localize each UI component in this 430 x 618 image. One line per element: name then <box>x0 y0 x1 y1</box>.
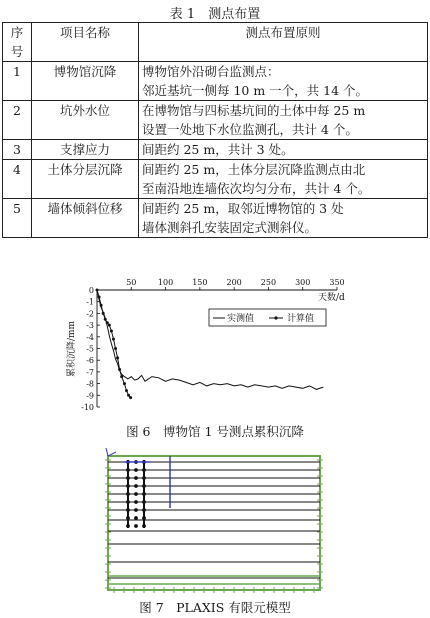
principle-line: 设置一处地下水位监测孔，共计 4 个。 <box>142 122 358 137</box>
row-item: 墙体倾斜位移 <box>32 199 139 238</box>
principle-line: 邻近基坑一侧每 10 m 一个，共 14 个。 <box>142 83 369 98</box>
row-no: 2 <box>3 101 32 140</box>
principle-line: 间距约 25 m，取邻近博物馆的 3 处 <box>142 201 344 216</box>
row-item: 土体分层沉降 <box>32 160 139 199</box>
strut-node <box>142 492 146 496</box>
legend-label-measured: 实测值 <box>227 314 255 324</box>
y-tick-label: -2 <box>86 309 94 319</box>
figure7-caption: 图 7 PLAXIS 有限元模型 <box>139 600 291 615</box>
strut-node <box>134 468 138 472</box>
legend-label-computed: 计算值 <box>287 314 315 324</box>
row-item: 博物馆沉降 <box>32 62 139 101</box>
strut-node <box>126 484 130 488</box>
strut-node <box>134 484 138 488</box>
y-tick-label: -8 <box>86 379 94 389</box>
strut-node <box>142 508 146 512</box>
x-tick-label: 150 <box>192 278 208 287</box>
principle-line: 间距约 25 m，土体分层沉降监测点由北 <box>142 162 366 177</box>
y-tick-label: 0 <box>88 286 94 295</box>
principle-line: 博物馆外沿砌台监测点： <box>142 64 280 79</box>
strut-node <box>142 524 146 528</box>
strut-node <box>134 500 138 504</box>
x-axis-label: 天数/d <box>318 293 345 303</box>
principle-line: 至南沿地连墙依次均匀分布，共计 4 个。 <box>142 181 371 196</box>
principle-line: 在博物馆与四标基坑间的土体中每 25 m <box>142 103 366 118</box>
strut-node <box>134 476 138 480</box>
strut-node <box>126 492 130 496</box>
y-tick-label: -1 <box>86 297 94 307</box>
x-tick-label: 100 <box>157 278 174 287</box>
x-tick-label: 250 <box>260 278 277 287</box>
x-tick-label: 300 <box>295 278 311 287</box>
model-corner-mark <box>106 448 108 456</box>
y-axis-label: 累积沉降/mm <box>67 320 77 378</box>
model-boundary <box>108 456 320 590</box>
x-tick-label: 350 <box>329 278 345 287</box>
y-tick-label: -4 <box>86 332 94 342</box>
strut-node <box>134 508 138 512</box>
principle-line: 墙体测斜孔安装固定式测斜仪。 <box>142 220 318 235</box>
y-tick-label: -5 <box>86 344 94 354</box>
strut-node <box>126 516 130 520</box>
x-tick-label: 200 <box>226 278 242 287</box>
y-tick-label: -6 <box>86 356 94 366</box>
strut-node <box>126 476 130 480</box>
header-no: 序号 <box>3 23 32 62</box>
strut-node <box>134 516 138 520</box>
strut-node <box>126 524 130 528</box>
strut-node <box>126 508 130 512</box>
strut-node <box>142 500 146 504</box>
y-tick-label: -3 <box>86 321 94 331</box>
strut-node <box>134 524 138 528</box>
y-tick-label: -9 <box>86 391 94 401</box>
y-tick-label: -10 <box>81 403 94 412</box>
strut-node <box>142 476 146 480</box>
row-item: 支撑应力 <box>32 140 139 160</box>
strut-node <box>134 492 138 496</box>
row-no: 5 <box>3 199 32 238</box>
principle-line: 间距约 25 m，共计 3 处。 <box>142 142 294 157</box>
header-item: 项目名称 <box>32 23 139 62</box>
strut-node <box>126 468 130 472</box>
strut-node <box>142 484 146 488</box>
row-item: 坑外水位 <box>32 101 139 140</box>
table-caption: 表 1 测点布置 <box>169 7 261 22</box>
strut-node <box>142 468 146 472</box>
figure6-caption: 图 6 博物馆 1 号测点累积沉降 <box>126 424 304 439</box>
strut-node <box>126 500 130 504</box>
y-tick-label: -7 <box>86 367 94 377</box>
header-principle: 测点布置原则 <box>139 23 428 62</box>
x-tick-label: 50 <box>126 278 137 287</box>
row-no: 3 <box>3 140 32 160</box>
row-no: 4 <box>3 160 32 199</box>
strut-node <box>142 516 146 520</box>
row-no: 1 <box>3 62 32 101</box>
